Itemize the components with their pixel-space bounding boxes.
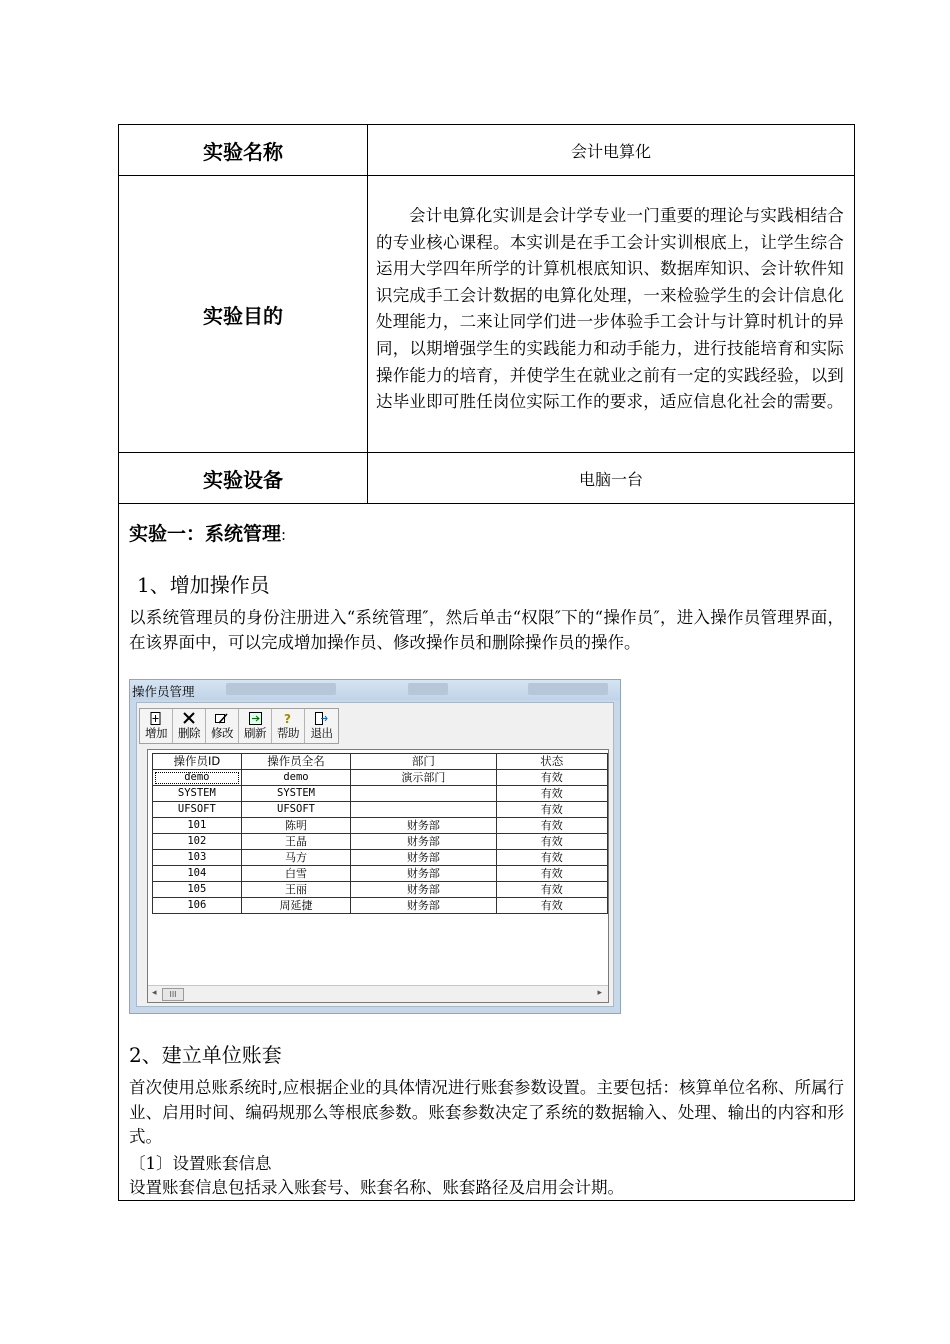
column-header-status[interactable]: 状态 (496, 754, 607, 770)
column-header-id[interactable]: 操作员ID (153, 754, 242, 770)
cell-id: UFSOFT (153, 802, 242, 818)
cell-id: 105 (153, 882, 242, 898)
table-row[interactable] (153, 866, 608, 882)
exit-label: 退出 (310, 726, 333, 740)
exit-icon (315, 711, 329, 725)
delete-button[interactable] (173, 709, 206, 743)
cell-status: 有效 (496, 818, 607, 834)
experiment-title-colon: : (281, 526, 287, 544)
edit-label: 修改 (211, 726, 233, 740)
scroll-left-arrow-icon[interactable]: ◂ (152, 988, 157, 998)
add-label: 增加 (145, 726, 167, 740)
cell-status: 有效 (496, 770, 607, 786)
section1-text: 以系统管理员的身份注册进入“系统管理″，然后单击“权限″下的“操作员″，进入操作员管理界面，在该界面中，可以完成增加操作员、修改操作员和删除操作员的操作。 (129, 608, 844, 652)
experiment-equipment-value: 电脑一台 (578, 469, 643, 489)
horizontal-scrollbar[interactable] (148, 985, 608, 1002)
document-table (118, 124, 855, 1201)
svg-text:?: ? (284, 711, 291, 725)
cell-status: 有效 (496, 786, 607, 802)
refresh-label: 刷新 (244, 726, 266, 740)
cell-fullname: UFSOFT (241, 802, 351, 818)
table-row[interactable] (153, 770, 608, 786)
section2-text: 首次使用总账系统时,应根据企业的具体情况进行账套参数设置。主要包括：核算单位名称、所属行业、启用时间、编码规那么等根底参数。账套参数决定了系统的数据输入、处理、输出的内容和形式。 (129, 1078, 844, 1146)
table-row[interactable] (153, 882, 608, 898)
cell-department: 财务部 (351, 882, 496, 898)
cell-fullname: 王丽 (241, 882, 351, 898)
cell-id: SYSTEM (153, 786, 242, 802)
experiment-name-value: 会计电算化 (570, 141, 651, 161)
table-row[interactable] (153, 898, 608, 914)
cell-fullname: 马方 (241, 850, 351, 866)
cell-department (351, 786, 496, 802)
scroll-right-arrow-icon[interactable]: ▸ (597, 988, 602, 998)
table-row[interactable] (153, 850, 608, 866)
operator-management-window (129, 679, 621, 1014)
refresh-button[interactable] (239, 709, 272, 743)
cell-fullname: 白雪 (241, 866, 351, 882)
experiment-title-text: 实验一：系统管理 (129, 523, 282, 545)
window-titlebar (130, 680, 620, 700)
exit-button[interactable] (305, 709, 338, 743)
cell-fullname: 周延捷 (241, 898, 351, 914)
add-icon (149, 711, 163, 725)
window-title: 操作员管理 (132, 684, 195, 699)
cell-status: 有效 (496, 898, 607, 914)
cell-department: 财务部 (351, 834, 496, 850)
add-button[interactable] (140, 709, 173, 743)
cell-id: 104 (153, 866, 242, 882)
cell-status: 有效 (496, 834, 607, 850)
cell-department: 财务部 (351, 866, 496, 882)
experiment-purpose-text: 会计电算化实训是会计学专业一门重要的理论与实践相结合的专业核心课程。本实训是在手工会计实训根底上，让学生综合运用大学四年所学的计算机根底知识、数据库知识、会计软件知识完成手工会计数据的电算化处理，一来检验学生的会计信息化处理能力，二来让同学们进一步体验手工会计与计算时机计的异同，以期增强学生的实践能力和动手能力，进行技能培育和实际操作能力的培育，并使学生在就业之前有一定的实践经验，以到达毕业即可胜任岗位实际工作的要求，适应信息化社会的需要。 (376, 206, 844, 412)
experiment-name-label: 实验名称 (203, 139, 283, 164)
cell-status: 有效 (496, 882, 607, 898)
experiment-title (129, 519, 286, 546)
column-header-department[interactable]: 部门 (351, 754, 496, 770)
cell-fullname: demo (241, 770, 351, 786)
cell-fullname: 陈明 (241, 818, 351, 834)
operator-table (152, 753, 608, 914)
cell-status: 有效 (496, 866, 607, 882)
cell-status: 有效 (496, 802, 607, 818)
cell-department (351, 802, 496, 818)
delete-label: 删除 (178, 726, 200, 740)
cell-department: 演示部门 (351, 770, 496, 786)
refresh-icon (248, 711, 262, 725)
table-header-row (153, 754, 608, 770)
operator-grid[interactable] (147, 749, 609, 1003)
cell-status: 有效 (496, 850, 607, 866)
cell-fullname: SYSTEM (241, 786, 351, 802)
section2-heading: 2、建立单位账套 (129, 1043, 282, 1067)
help-button[interactable] (272, 709, 305, 743)
section2-subtext: 设置账套信息包括录入账套号、账套名称、账套路径及启用会计期。 (129, 1178, 624, 1197)
scroll-thumb[interactable]: III (162, 988, 184, 1001)
toolbar (139, 708, 339, 744)
titlebar-blur (528, 683, 608, 695)
section1-heading: 1、增加操作员 (137, 573, 270, 597)
cell-id: 106 (153, 898, 242, 914)
cell-fullname: 王晶 (241, 834, 351, 850)
window-body (136, 702, 614, 1007)
experiment-purpose-label: 实验目的 (203, 303, 283, 328)
cell-id: 103 (153, 850, 242, 866)
table-row[interactable] (153, 834, 608, 850)
table-row[interactable] (153, 786, 608, 802)
edit-icon (215, 711, 229, 725)
column-divider (367, 125, 368, 503)
cell-id: 101 (153, 818, 242, 834)
help-label: 帮助 (277, 726, 299, 740)
titlebar-blur (408, 683, 448, 695)
cell-department: 财务部 (351, 818, 496, 834)
section2-subheading: 〔1〕设置账套信息 (129, 1154, 272, 1173)
column-header-fullname[interactable]: 操作员全名 (241, 754, 351, 770)
row-divider (119, 503, 854, 504)
table-row[interactable] (153, 802, 608, 818)
cell-department: 财务部 (351, 850, 496, 866)
experiment-equipment-label: 实验设备 (203, 467, 283, 492)
grid-area (148, 750, 608, 986)
cell-id: demo (153, 770, 242, 786)
cell-id: 102 (153, 834, 242, 850)
delete-icon (182, 711, 196, 725)
edit-button[interactable] (206, 709, 239, 743)
help-icon (281, 711, 295, 725)
titlebar-blur (226, 683, 336, 695)
table-row[interactable] (153, 818, 608, 834)
cell-department: 财务部 (351, 898, 496, 914)
